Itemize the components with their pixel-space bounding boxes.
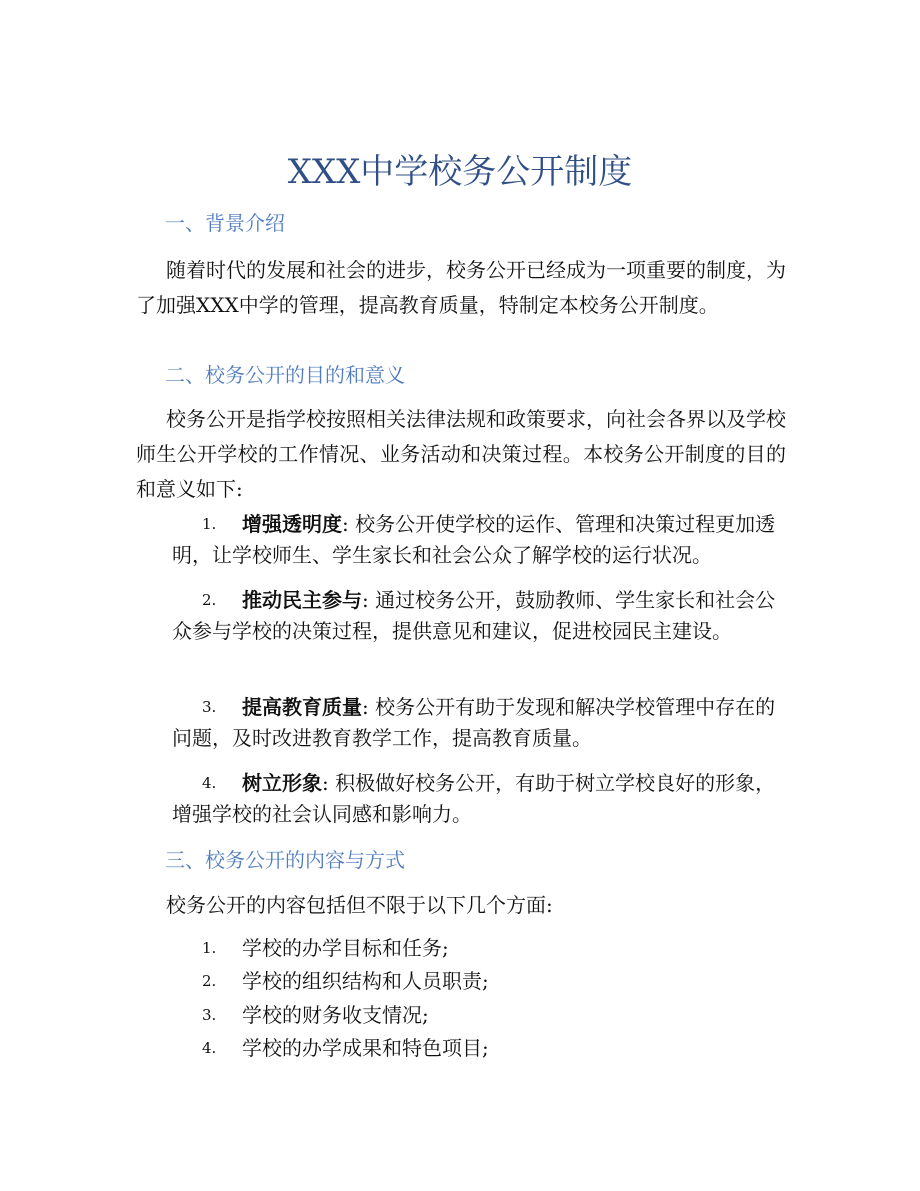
list-item-number: 4.: [202, 1039, 217, 1057]
list-item-number: 1.: [202, 939, 217, 957]
list-item-term: 推动民主参与: [242, 588, 362, 612]
section-paragraph-purpose: 校务公开是指学校按照相关法律法规和政策要求，向社会各界以及学校师生公开学校的工作情况、业务活动和决策过程。本校务公开制度的目的和意义如下:: [136, 407, 786, 501]
list-item-text: 学校的办学成果和特色项目;: [242, 1036, 489, 1060]
section-paragraph-background: 随着时代的发展和社会的进步，校务公开已经成为一项重要的制度，为了加强XXX中学的管理，提高教育质量，特制定本校务公开制度。: [136, 258, 786, 317]
list-item-text: : 通过校务公开，鼓励教师、学生家长和社会公众参与学校的决策过程，提供意见和建议，促进校园民主建设。: [172, 588, 776, 643]
list-item-text: 学校的办学目标和任务;: [242, 936, 449, 960]
list-item-number: 3.: [202, 698, 217, 716]
list-item: [172, 585, 786, 647]
list-item-text: 学校的财务收支情况;: [242, 1003, 429, 1027]
section-heading-content: 三、校务公开的内容与方式: [165, 848, 405, 872]
section-intro-content: 校务公开的内容包括但不限于以下几个方面:: [166, 893, 553, 917]
section-heading-purpose: 二、校务公开的目的和意义: [165, 363, 405, 387]
list-item-number: 2.: [202, 972, 217, 990]
list-item-text: 学校的组织结构和人员职责;: [242, 969, 489, 993]
list-item: [202, 1033, 489, 1063]
list-item-text: : 积极做好校务公开，有助于树立学校良好的形象，增强学校的社会认同感和影响力。: [172, 771, 776, 826]
list-item-term: 提高教育质量: [242, 695, 362, 719]
list-item: [172, 692, 786, 754]
list-item-number: 2.: [202, 591, 217, 609]
list-item-term: 增强透明度: [242, 512, 342, 536]
list-item-text: : 校务公开有助于发现和解决学校管理中存在的问题，及时改进教育教学工作，提高教育质量。: [172, 695, 776, 750]
document-title: XXX中学校务公开制度: [287, 152, 633, 192]
list-item: [172, 768, 786, 830]
list-item-number: 1.: [202, 515, 217, 533]
list-item-number: 4.: [202, 774, 217, 792]
section-heading-background: 一、背景介绍: [165, 211, 285, 235]
list-item: [172, 509, 786, 571]
list-item: [202, 1000, 429, 1030]
list-item-number: 3.: [202, 1006, 217, 1024]
list-item-text: : 校务公开使学校的运作、管理和决策过程更加透明，让学校师生、学生家长和社会公众了解学校的运行状况。: [172, 512, 776, 567]
list-item-term: 树立形象: [242, 771, 322, 795]
list-item: [202, 933, 449, 963]
list-item: [202, 966, 489, 996]
